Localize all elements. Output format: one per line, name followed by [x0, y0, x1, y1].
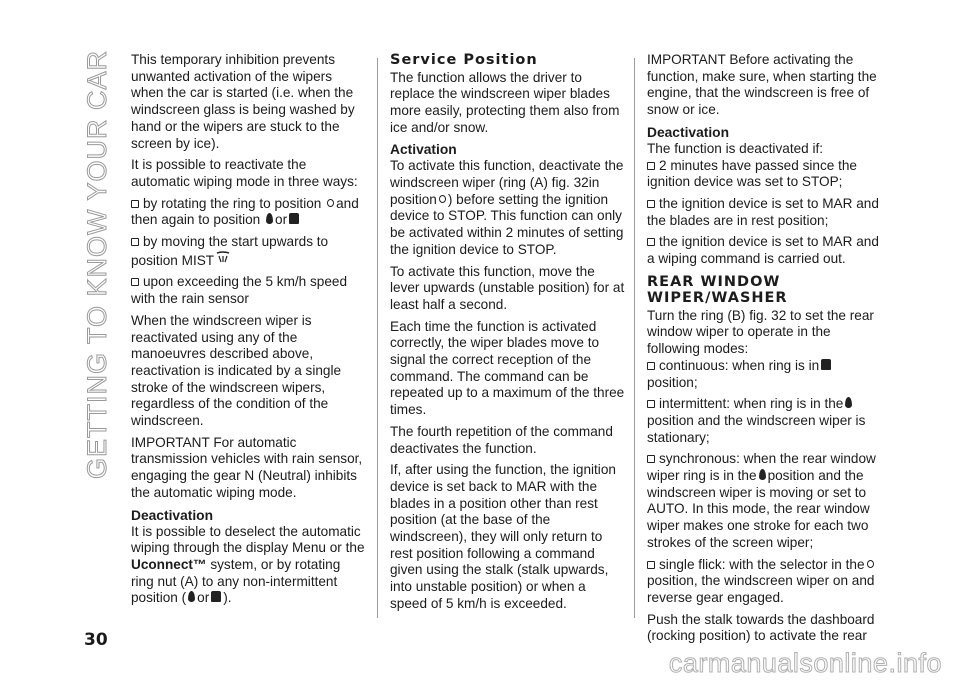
paragraph: When the windscreen wiper is reactivated using any of the manoeuvres described above, reactivation is indicated by a single stroke of the windscreen wipers, regardless of the condition of the windscreen. — [131, 312, 342, 429]
paragraph: If, after using the function, the ignition device is set back to MAR with the blades in a position other than rest position (at the base of the windscreen), they will only return to rest position following a command given using the stalk (stalk upwards, into unstable position) or when a speed of 5 km/h is exceeded. — [390, 462, 616, 611]
text-column-2 — [390, 52, 625, 618]
section-side-tab: GETTING TO KNOW YOUR CAR — [82, 50, 112, 480]
wiper-continuous-icon — [211, 591, 221, 602]
bullet-box-icon — [647, 162, 655, 170]
text-column-1 — [131, 52, 366, 612]
paragraph: The function allows the driver to replace the windscreen wiper blades more easily, protecting them also from ice and/or snow. — [390, 69, 620, 135]
list-item: 2 minutes have passed since the ignition device was set to STOP; — [647, 157, 857, 190]
bullet-box-icon — [647, 561, 655, 569]
wiper-intermittent-icon — [759, 469, 766, 480]
list-item: the ignition device is set to MAR and the blades are in rest position; — [647, 195, 879, 228]
bullet-box-icon — [131, 278, 139, 286]
column-divider — [377, 58, 378, 618]
column-divider — [634, 58, 635, 618]
wiper-intermittent-icon — [845, 397, 852, 408]
wiper-continuous-icon — [821, 359, 831, 370]
paragraph: Turn the ring (B) fig. 32 to set the rear window wiper to operate in the following modes: — [647, 307, 874, 357]
page-number: 30 — [84, 630, 108, 650]
paragraph: Push the stalk towards the dashboard (rocking position) to activate the rear — [647, 611, 875, 644]
list-item: upon exceeding the 5 km/h speed with the rain sensor — [131, 274, 348, 307]
paragraph: It is possible to reactivate the automatic wiping mode in three ways: — [131, 157, 358, 189]
bullet-box-icon — [131, 200, 139, 208]
list-item: continuous: when ring is in position; — [647, 358, 882, 391]
list-item: single flick: with the selector in theposition, the windscreen wiper on and reverse gear engaged. — [647, 556, 875, 605]
list-item: intermittent: when ring is in the position and the windscreen wiper is stationary; — [647, 396, 866, 445]
bullet-box-icon — [647, 200, 655, 208]
text-column-3 — [647, 52, 882, 650]
wiper-off-icon — [327, 199, 334, 207]
bullet-box-icon — [131, 238, 139, 246]
paragraph: The fourth repetition of the command deactivates the function. — [390, 423, 613, 456]
bullet-box-icon — [647, 362, 655, 370]
paragraph: To activate this function, deactivate the windscreen wiper (ring (A) fig. 32in position ) before setting the ignition device to STOP. This function can only be activated within 2 minutes of setting the ignition device to STOP. — [390, 158, 624, 257]
paragraph: It is possible to deselect the automatic wiping through the display Menu or the Uconnect™ system, or by rotating ring nut (A) to any non-intermittent position ( or ). — [131, 523, 365, 606]
bullet-box-icon — [647, 455, 655, 463]
paragraph: Each time the function is activated correctly, the wiper blades move to signal the correct reception of the command. The command can be repeated up to a maximum of the three times. — [390, 318, 625, 418]
paragraph: IMPORTANT Before activating the function, make sure, when starting the engine, that the windscreen is free of snow or ice. — [647, 52, 877, 118]
paragraph: This temporary inhibition prevents unwanted activation of the wipers when the car is started (i.e. when the windscreen glass is being washed by hand or the wipers are stuck to the screen by ice). — [131, 52, 355, 151]
watermark: carmanualsonline.info — [668, 648, 942, 678]
bullet-box-icon — [647, 400, 655, 408]
wiper-off-icon — [867, 560, 874, 568]
bullet-box-icon — [647, 238, 655, 246]
section-heading: Service Position — [390, 52, 538, 68]
paragraph: IMPORTANT For automatic transmission vehicles with rain sensor, engaging the gear N (Neutral) inhibits the automatic wiping mode. — [131, 434, 363, 500]
wiper-continuous-icon — [289, 213, 299, 224]
section-heading: REAR WINDOW WIPER/WASHER — [647, 273, 788, 307]
mist-icon — [216, 251, 230, 263]
paragraph: The function is deactivated if: — [647, 140, 824, 156]
list-item: by rotating the ring to position and then again to position or — [131, 195, 359, 228]
wiper-intermittent-icon — [266, 213, 273, 224]
paragraph: To activate this function, move the lever upwards (unstable position) for at least half a second. — [390, 263, 625, 312]
subheading: Deactivation — [131, 507, 214, 523]
wiper-off-icon — [439, 195, 446, 203]
list-item: by moving the start upwards to position MIST — [131, 234, 329, 268]
subheading: Deactivation — [647, 124, 730, 140]
wiper-intermittent-icon — [188, 591, 195, 602]
subheading: Activation — [390, 142, 457, 158]
list-item: the ignition device is set to MAR and a wiping command is carried out. — [647, 234, 879, 267]
list-item: synchronous: when the rear window wiper ring is in the position and the windscreen wiper is moving or set to AUTO. In this mode, the rear window wiper makes one stroke for each two strokes of the screen wiper; — [647, 451, 876, 550]
